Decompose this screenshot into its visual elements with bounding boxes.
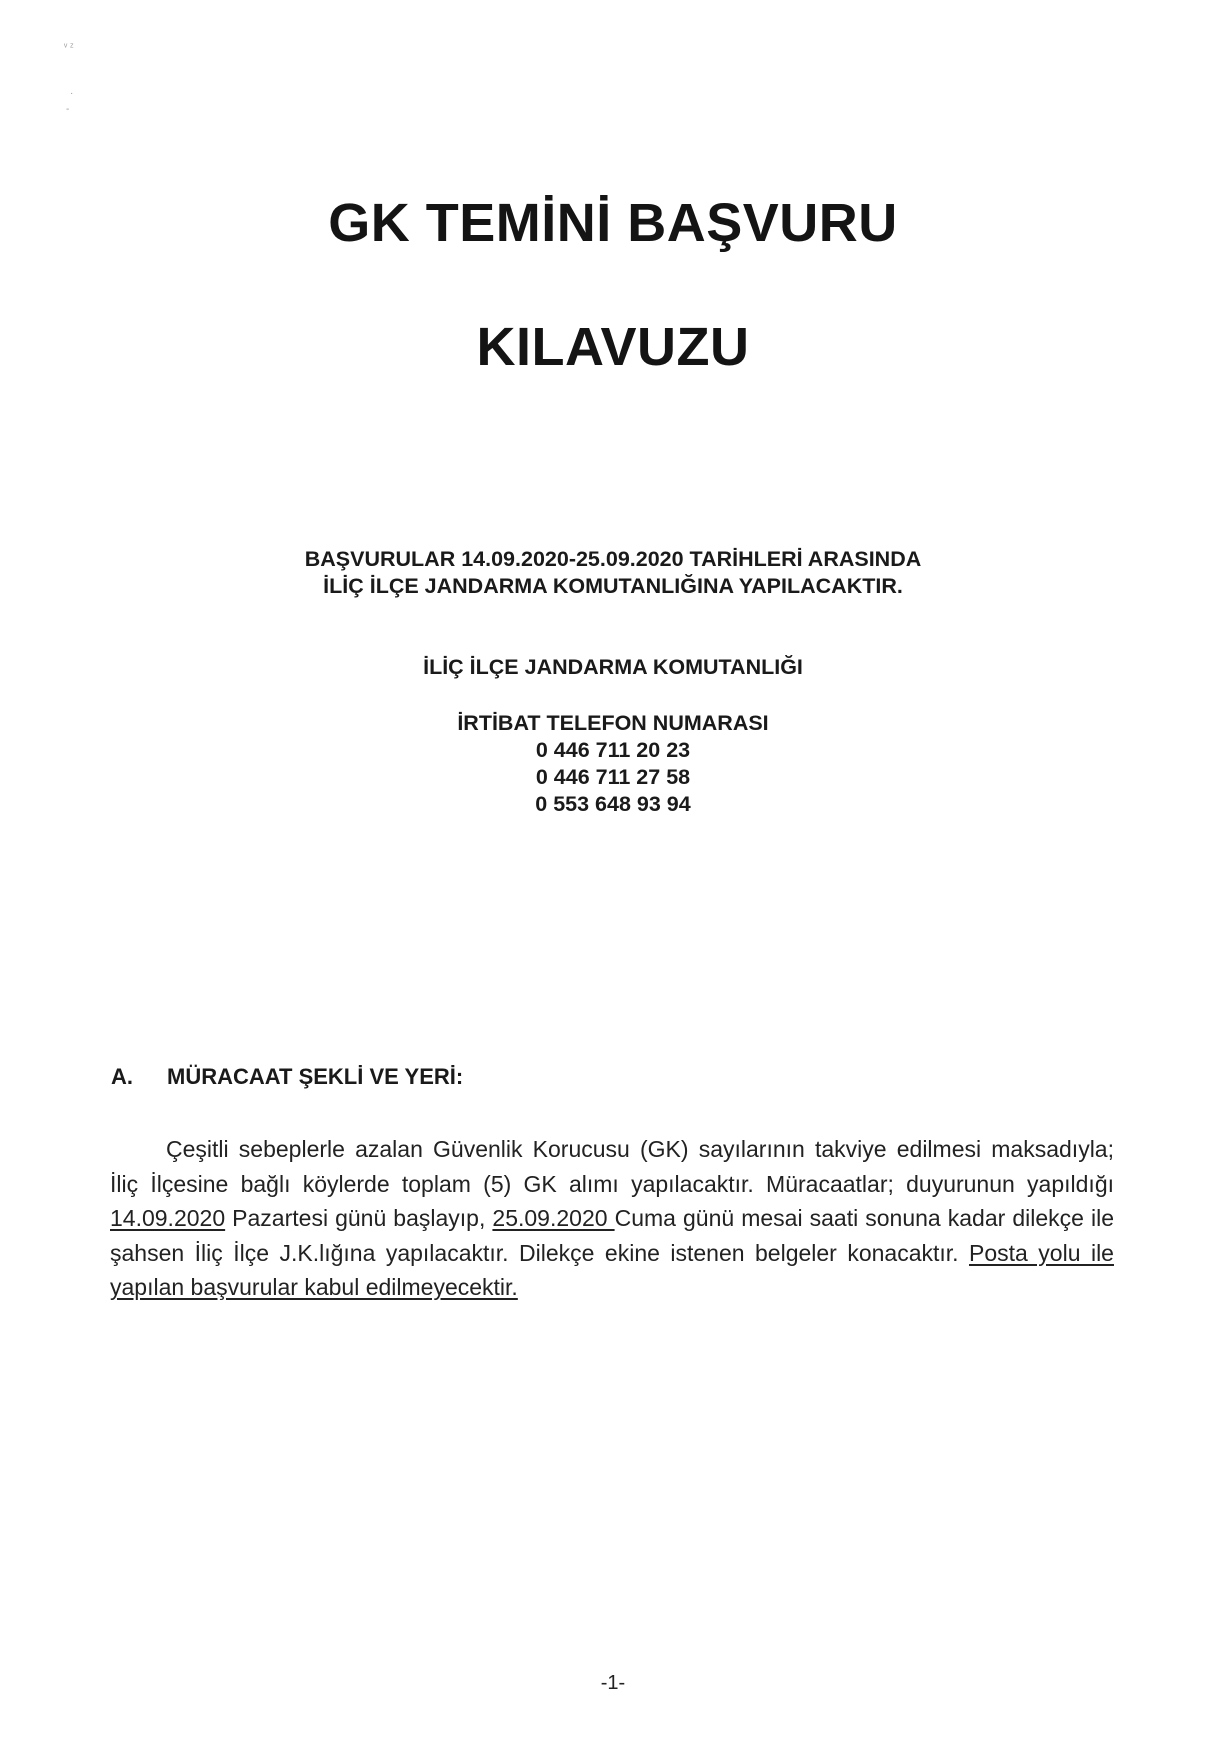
scan-speck: ‑	[66, 104, 70, 115]
application-dates-notice	[0, 546, 1226, 600]
section-a-paragraph	[110, 1132, 1114, 1305]
document-title-line2: KILAVUZU	[476, 317, 750, 377]
section-a-heading	[111, 1064, 463, 1090]
postal-warning: Posta yolu ile yapılan başvurular kabul edilmeyecektir.	[110, 1239, 1114, 1300]
command-name: İLİÇ İLÇE JANDARMA KOMUTANLIĞI	[423, 655, 803, 679]
page-number: -1-	[600, 1672, 626, 1694]
start-date: 14.09.2020	[110, 1205, 226, 1231]
document-title-line1: GK TEMİNİ BAŞVURU	[328, 193, 898, 253]
contact-block	[0, 710, 1226, 818]
phone-number: 0 553 648 93 94	[535, 792, 691, 816]
paragraph-text: Cuma günü mesai saati sonuna kadar dilekçe ile şahsen İliç İlçe J.K.lığına yapılacaktır. Dilekçe ekine istenen belgeler konacaktır.	[110, 1205, 1114, 1266]
section-title: MÜRACAAT ŞEKLİ VE YERİ:	[167, 1064, 464, 1089]
phone-number: 0 446 711 20 23	[535, 738, 691, 762]
contact-heading: İRTİBAT TELEFON NUMARASI	[457, 711, 769, 735]
scan-speck: ᵛ ᶻ	[64, 42, 74, 53]
scan-specks	[58, 40, 98, 120]
section-letter: A.	[111, 1064, 133, 1089]
phone-number: 0 446 711 27 58	[535, 765, 691, 789]
end-date: 25.09.2020	[492, 1205, 615, 1231]
paragraph-text: Çeşitli sebeplerle azalan Güvenlik Korucusu (GK) sayılarının takviye edilmesi maksadıyla; İliç İlçesine bağlı köylerde toplam (5) GK alımı yapılacaktır. Müracaatlar; duyurunun yapıldığı	[110, 1136, 1114, 1197]
paragraph-text: Pazartesi günü başlayıp,	[225, 1205, 493, 1231]
notice-line: İLİÇ İLÇE JANDARMA KOMUTANLIĞINA YAPILACAKTIR.	[323, 574, 903, 598]
scan-speck: ·	[70, 88, 74, 99]
notice-line: BAŞVURULAR 14.09.2020-25.09.2020 TARİHLERİ ARASINDA	[304, 547, 922, 571]
